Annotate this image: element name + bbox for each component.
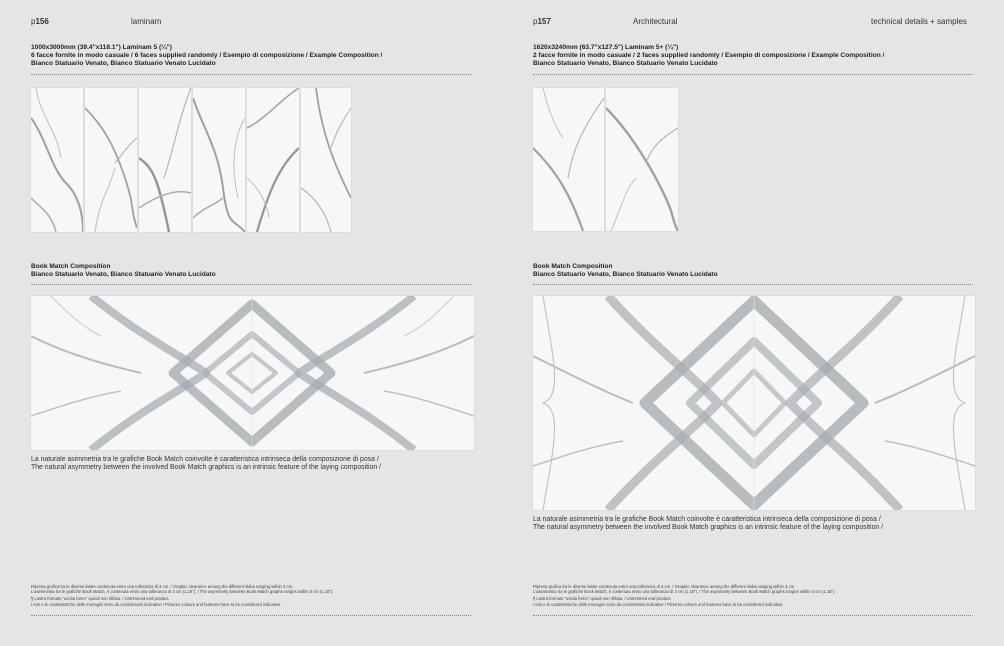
bookmatch-slab-image [31,296,474,450]
bookmatch-title: Book Match Composition [31,263,111,270]
footnotes [31,584,471,607]
format-title: 1620x3240mm (63.7"x127.5") Laminam 5+ (¼") [533,44,679,51]
bookmatch-title: Book Match Composition [533,263,613,270]
section-label: Architectural [633,17,678,26]
slab-1 [31,88,83,232]
footnote-4: I toni e le caratteristiche delle immagini sono da considerarsi indicative / Pictures colours and features have to be considered indicative. [533,601,784,607]
format-finishes: Bianco Statuario Venato, Bianco Statuario Venato Lucidato [31,60,216,67]
format-subtitle: 6 facce fornite in modo casuale / 6 faces supplied randomly / Esempio di composizione / Example Composition / [31,52,383,59]
footnote-2: L'asimmetria tra le grafiche Book Match, è contenuta entro una tolleranza di 3 cm (1.18"). / The asymmetry between Book Match graphs ranges within 3 cm (1.18"). [533,589,836,595]
divider [533,74,973,75]
bookmatch-heading [533,263,993,279]
page-number: p157 [533,17,551,26]
footnote-3: ¶ Lastra formato "uscita forno" quindi non rifilata. / Untrimmed end product. [533,596,672,602]
format-heading [533,44,993,68]
footnote-2: L'asimmetria tra le grafiche Book Match, è contenuta entro una tolleranza di 3 cm (1.18"). / The asymmetry between Book Match graphs ranges within 3 cm (1.18"). [31,589,334,595]
bookmatch-caption [533,516,993,533]
footnote-4: I toni e le caratteristiche delle immagini sono da considerarsi indicative / Pictures colours and features have to be considered indicative. [31,601,282,607]
header-right-label: technical details + samples [871,17,967,26]
page-number: p156 [31,17,49,26]
section-label: laminam [131,17,162,26]
bookmatch-slab-image [533,296,975,510]
right-page [502,0,1004,646]
caption-english: The natural asymmetry between the involved Book Match graphics is an intrinsic feature of the laying composition / [533,524,884,532]
format-subtitle: 2 facce fornite in modo casuale / 2 faces supplied randomly / Esempio di composizione / Example Composition / [533,52,885,59]
bookmatch-heading [31,263,491,279]
bookmatch-finishes: Bianco Statuario Venato, Bianco Statuario Venato Lucidato [533,271,718,278]
slab-3 [139,88,191,232]
divider [533,284,973,285]
slab-5 [247,88,299,232]
slab-6 [301,88,351,232]
caption-italian: La naturale asimmetria tra le grafiche Book Match coinvolte è caratteristica intrinseca della composizione di posa / [31,456,379,463]
footnotes [533,584,973,607]
footer-divider [533,615,973,616]
bookmatch-caption [31,456,491,473]
caption-italian: La naturale asimmetria tra le grafiche Book Match coinvolte è caratteristica intrinseca della composizione di posa / [533,516,881,523]
slab-1 [533,88,604,231]
footnote-3: ¶ Lastra formato "uscita forno" quindi non rifilata. / Untrimmed end product. [31,596,170,602]
slab-4 [193,88,245,232]
divider [31,284,471,285]
footnote-1: Ripresa grafica tra le diverse lastre contenuta entro una tolleranza di 3 cm. / Graphic clearance among the different slabs ranging within 3 cm. [31,584,294,589]
format-heading [31,44,491,68]
slab-2 [85,88,137,232]
format-finishes: Bianco Statuario Venato, Bianco Statuario Venato Lucidato [533,60,718,67]
format-title: 1000x3000mm (39.4"x118.1") Laminam 5 (¼") [31,44,172,51]
caption-english: The natural asymmetry between the involved Book Match graphics is an intrinsic feature of the laying composition / [31,464,382,472]
bookmatch-finishes: Bianco Statuario Venato, Bianco Statuario Venato Lucidato [31,271,216,278]
footnote-1: Ripresa grafica tra le diverse lastre contenuta entro una tolleranza di 3 cm. / Graphic clearance among the different slabs ranging within 3 cm. [533,584,796,589]
footer-divider [31,615,471,616]
divider [31,74,471,75]
slab-2 [606,88,678,231]
